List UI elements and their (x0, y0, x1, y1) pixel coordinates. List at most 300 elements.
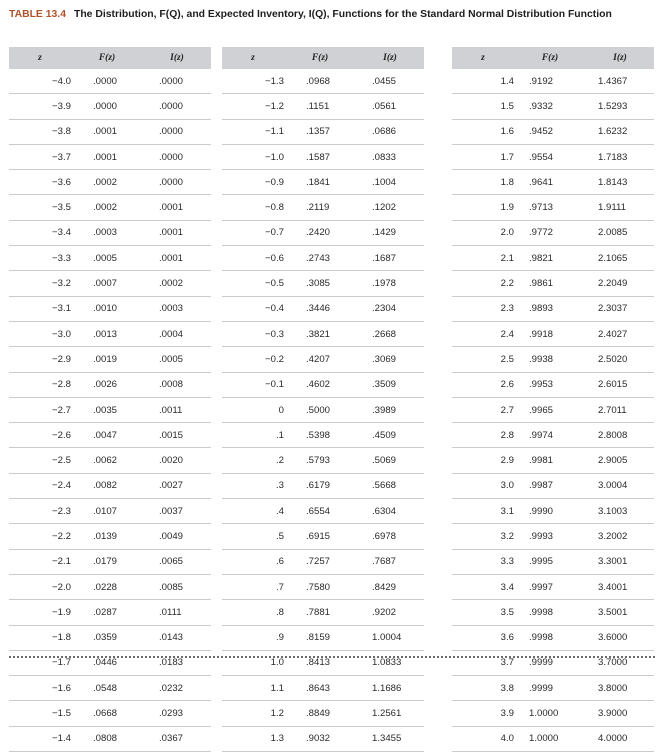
cell-z-value: 3.6 (500, 632, 514, 644)
cell-i-value: .3509 (372, 379, 397, 391)
table-row (9, 271, 211, 296)
cell-z-value: .8 (275, 606, 284, 618)
cell-i (356, 397, 424, 422)
cell-f-value: .0228 (93, 581, 118, 593)
cell-i (143, 473, 211, 498)
cell-z (222, 271, 284, 296)
cell-z-value: −2.1 (52, 556, 71, 568)
cell-z (452, 321, 514, 346)
cell-z-value: 2.6 (500, 379, 514, 391)
cell-f-value: .9554 (529, 151, 554, 163)
table-row (452, 195, 654, 220)
table-row (222, 69, 424, 94)
cell-i-value: 2.0085 (598, 227, 628, 239)
cell-f (514, 473, 586, 498)
cell-f (71, 246, 143, 271)
cell-f-value: .3085 (306, 278, 331, 290)
cell-z-value: 3.5 (500, 606, 514, 618)
cell-f (71, 600, 143, 625)
cell-i (586, 170, 654, 195)
cell-i (586, 524, 654, 549)
cell-z (222, 448, 284, 473)
cell-i (356, 650, 424, 675)
cell-i (586, 574, 654, 599)
table-row (452, 524, 654, 549)
table-row (452, 321, 654, 346)
cell-f-value: .9965 (529, 404, 554, 416)
cell-i (586, 701, 654, 726)
cell-i-value: 1.0004 (372, 632, 402, 644)
cell-f (71, 650, 143, 675)
cell-f (514, 119, 586, 144)
cell-f (284, 473, 356, 498)
cell-z (452, 69, 514, 94)
header-f: F(z) (71, 47, 143, 69)
cell-f (71, 625, 143, 650)
cell-f (71, 499, 143, 524)
cell-f (284, 549, 356, 574)
cell-f-value: .9999 (529, 657, 554, 669)
table-row (9, 726, 211, 751)
cell-z-value: .3 (275, 480, 284, 492)
table-row (452, 296, 654, 321)
cell-i (356, 271, 424, 296)
cell-f-value: .0001 (93, 126, 118, 138)
cell-i-value: .0833 (372, 151, 397, 163)
cell-i (143, 144, 211, 169)
table-row (222, 372, 424, 397)
cell-i-value: .0455 (372, 75, 397, 87)
cell-i (586, 473, 654, 498)
cell-f-value: 1.0000 (529, 733, 559, 745)
table-row (222, 170, 424, 195)
cell-f (284, 94, 356, 119)
cell-i-value: .0005 (159, 353, 184, 365)
cell-i (586, 397, 654, 422)
table-row (452, 625, 654, 650)
cell-f-value: .8413 (306, 657, 331, 669)
cell-z (222, 119, 284, 144)
cell-f (514, 499, 586, 524)
cell-i-value: .2668 (372, 328, 397, 340)
table-row (9, 473, 211, 498)
cell-z-value: 2.4 (500, 328, 514, 340)
cell-f-value: .9918 (529, 328, 554, 340)
cell-z-value: −3.6 (52, 176, 71, 188)
cell-z-value: −3.1 (52, 303, 71, 315)
cell-f (284, 144, 356, 169)
cell-f-value: .6554 (306, 505, 331, 517)
cell-f-value: .7881 (306, 606, 331, 618)
cell-f (71, 473, 143, 498)
cell-i-value: .1004 (372, 176, 397, 188)
cell-f-value: .9938 (529, 353, 554, 365)
cell-i (143, 321, 211, 346)
cell-i-value: .1202 (372, 202, 397, 214)
header-row (9, 47, 211, 69)
cell-z (9, 144, 71, 169)
cell-z (452, 524, 514, 549)
cell-z (222, 524, 284, 549)
cell-z-value: −0.5 (265, 278, 284, 290)
cell-z (9, 296, 71, 321)
cell-i-value: .4509 (372, 429, 397, 441)
cell-f (71, 347, 143, 372)
cell-z (452, 246, 514, 271)
table-row (452, 69, 654, 94)
cell-f-value: .2420 (306, 227, 331, 239)
cell-i-value: 2.8008 (598, 429, 628, 441)
cell-f-value: .0968 (306, 75, 331, 87)
cell-f-value: .9861 (529, 278, 554, 290)
cell-z-value: −3.5 (52, 202, 71, 214)
cell-f (284, 397, 356, 422)
cell-z (222, 246, 284, 271)
cell-f-value: .9641 (529, 176, 554, 188)
cell-i-value: .7687 (372, 556, 397, 568)
cell-z (222, 701, 284, 726)
cell-z (222, 726, 284, 751)
cell-i (143, 271, 211, 296)
cell-z-value: −2.4 (52, 480, 71, 492)
table-row (222, 499, 424, 524)
cell-f (514, 347, 586, 372)
cell-i-value: 1.7183 (598, 151, 628, 163)
cell-i (586, 321, 654, 346)
cell-i-value: .0561 (372, 100, 397, 112)
table-panel-2 (222, 47, 424, 752)
cell-i (586, 549, 654, 574)
cell-z (222, 170, 284, 195)
cell-f (514, 676, 586, 701)
cell-f (514, 397, 586, 422)
table-row (222, 271, 424, 296)
cell-f (71, 726, 143, 751)
cell-f (71, 170, 143, 195)
cell-f (71, 69, 143, 94)
dotted-rule (9, 656, 655, 658)
cell-i (356, 94, 424, 119)
cell-f-value: .9713 (529, 202, 554, 214)
cell-z-value: 2.9 (500, 455, 514, 467)
cell-z-value: −1.3 (265, 75, 284, 87)
cell-z-value: 2.2 (500, 278, 514, 290)
cell-z (9, 473, 71, 498)
cell-i-value: .9202 (372, 606, 397, 618)
cell-i (143, 574, 211, 599)
table-row (222, 549, 424, 574)
table-row (222, 220, 424, 245)
cell-z-value: .4 (275, 505, 284, 517)
cell-i-value: 3.6000 (598, 632, 628, 644)
cell-f (284, 625, 356, 650)
cell-z-value: 1.6 (500, 126, 514, 138)
cell-f (284, 296, 356, 321)
cell-z-value: 2.8 (500, 429, 514, 441)
table-row (9, 499, 211, 524)
cell-i (143, 448, 211, 473)
table-row (452, 676, 654, 701)
cell-i-value: .0065 (159, 556, 184, 568)
cell-z-value: −1.2 (265, 100, 284, 112)
cell-f-value: .9998 (529, 632, 554, 644)
cell-i-value: .8429 (372, 581, 397, 593)
table-row (222, 676, 424, 701)
cell-i (356, 701, 424, 726)
cell-f-value: .0007 (93, 278, 118, 290)
cell-i (586, 144, 654, 169)
cell-i (356, 499, 424, 524)
table-row (452, 170, 654, 195)
cell-f-value: .0013 (93, 328, 118, 340)
cell-i (586, 676, 654, 701)
cell-i-value: 2.4027 (598, 328, 628, 340)
cell-f (71, 423, 143, 448)
cell-i (356, 524, 424, 549)
cell-f (71, 94, 143, 119)
cell-i-value: .5668 (372, 480, 397, 492)
cell-f-value: .0010 (93, 303, 118, 315)
cell-z-value: −3.2 (52, 278, 71, 290)
cell-f (284, 524, 356, 549)
cell-f-value: .0001 (93, 151, 118, 163)
cell-f-value: .9452 (529, 126, 554, 138)
cell-f (514, 574, 586, 599)
cell-z (452, 726, 514, 751)
cell-f (514, 448, 586, 473)
cell-z-value: −2.2 (52, 530, 71, 542)
table-row (452, 94, 654, 119)
cell-i-value: .0085 (159, 581, 184, 593)
cell-i-value: .6304 (372, 505, 397, 517)
cell-f-value: .0002 (93, 202, 118, 214)
cell-z-value: 3.9 (500, 708, 514, 720)
cell-z-value: 1.9 (500, 202, 514, 214)
cell-f-value: .8643 (306, 682, 331, 694)
cell-i-value: .2304 (372, 303, 397, 315)
header-i: I(z) (143, 47, 211, 69)
table-row (9, 296, 211, 321)
cell-z (9, 170, 71, 195)
cell-i (586, 347, 654, 372)
table-row (452, 220, 654, 245)
cell-f (514, 372, 586, 397)
cell-f-value: .9032 (306, 733, 331, 745)
cell-z (9, 321, 71, 346)
cell-z-value: .5 (275, 530, 284, 542)
cell-i (143, 625, 211, 650)
cell-f (71, 549, 143, 574)
cell-f (284, 448, 356, 473)
cell-i (356, 321, 424, 346)
table-row (9, 170, 211, 195)
cell-i (356, 600, 424, 625)
cell-f (71, 321, 143, 346)
cell-i-value: .0367 (159, 733, 184, 745)
table-row (222, 347, 424, 372)
cell-i-value: .6978 (372, 530, 397, 542)
cell-z (9, 549, 71, 574)
cell-z-value: 1.7 (500, 151, 514, 163)
cell-i (143, 119, 211, 144)
cell-i (356, 347, 424, 372)
cell-z-value: 2.7 (500, 404, 514, 416)
table-row (222, 296, 424, 321)
cell-i-value: 2.6015 (598, 379, 628, 391)
table-row (222, 397, 424, 422)
cell-i-value: .5069 (372, 455, 397, 467)
cell-i-value: 3.1003 (598, 505, 628, 517)
cell-f-value: .2743 (306, 252, 331, 264)
cell-f (284, 321, 356, 346)
cell-i-value: 2.9005 (598, 455, 628, 467)
table-row (452, 701, 654, 726)
cell-i (356, 574, 424, 599)
cell-z-value: .7 (275, 581, 284, 593)
cell-z (222, 625, 284, 650)
cell-z (9, 625, 71, 650)
cell-i-value: 3.3001 (598, 556, 628, 568)
cell-z-value: −1.0 (265, 151, 284, 163)
cell-f (514, 69, 586, 94)
cell-z (222, 549, 284, 574)
table-row (452, 549, 654, 574)
cell-i-value: .0000 (159, 176, 184, 188)
cell-z-value: 2.3 (500, 303, 514, 315)
cell-f-value: .0139 (93, 530, 118, 542)
cell-f (284, 574, 356, 599)
cell-i-value: .0293 (159, 708, 184, 720)
cell-f-value: .9997 (529, 581, 554, 593)
cell-f (71, 119, 143, 144)
cell-z-value: .1 (275, 429, 284, 441)
cell-i-value: .3069 (372, 353, 397, 365)
table-row (452, 473, 654, 498)
cell-f (284, 423, 356, 448)
cell-z-value: −1.6 (52, 682, 71, 694)
cell-f (71, 574, 143, 599)
table-row (9, 347, 211, 372)
cell-z (452, 144, 514, 169)
cell-f (71, 676, 143, 701)
cell-i (143, 397, 211, 422)
cell-i-value: .0003 (159, 303, 184, 315)
cell-f (514, 726, 586, 751)
table-row (452, 246, 654, 271)
cell-i (356, 448, 424, 473)
cell-z (452, 170, 514, 195)
cell-i (143, 650, 211, 675)
cell-f-value: .5398 (306, 429, 331, 441)
cell-z (222, 574, 284, 599)
cell-f (514, 296, 586, 321)
cell-i (356, 676, 424, 701)
cell-f-value: .4602 (306, 379, 331, 391)
cell-z (9, 94, 71, 119)
cell-f (514, 625, 586, 650)
cell-i-value: .1978 (372, 278, 397, 290)
table-row (452, 347, 654, 372)
header-i: I(z) (586, 47, 654, 69)
cell-z (222, 94, 284, 119)
cell-i (586, 246, 654, 271)
table-row (222, 726, 424, 751)
cell-z-value: 0 (278, 404, 284, 416)
cell-i-value: .3989 (372, 404, 397, 416)
cell-z (222, 347, 284, 372)
cell-i (143, 701, 211, 726)
cell-z (222, 195, 284, 220)
cell-z-value: 3.7 (500, 657, 514, 669)
header-i: I(z) (356, 47, 424, 69)
cell-z-value: .9 (275, 632, 284, 644)
cell-f-value: .9821 (529, 252, 554, 264)
table-row (9, 246, 211, 271)
cell-z (452, 119, 514, 144)
cell-z-value: −2.8 (52, 379, 71, 391)
cell-z (9, 220, 71, 245)
cell-z-value: −0.6 (265, 252, 284, 264)
cell-z (222, 69, 284, 94)
header-z: z (452, 47, 514, 69)
cell-z-value: −2.6 (52, 429, 71, 441)
cell-z-value: −3.8 (52, 126, 71, 138)
cell-f (514, 650, 586, 675)
cell-f-value: .4207 (306, 353, 331, 365)
cell-f (284, 220, 356, 245)
cell-f-value: .8849 (306, 708, 331, 720)
cell-i-value: 1.6232 (598, 126, 628, 138)
cell-i-value: .0001 (159, 202, 184, 214)
table-row (452, 372, 654, 397)
cell-i (356, 296, 424, 321)
table-row (452, 600, 654, 625)
cell-i (356, 170, 424, 195)
cell-f (284, 676, 356, 701)
cell-i-value: 1.2561 (372, 708, 402, 720)
cell-i-value: 3.7000 (598, 657, 628, 669)
table-row (452, 499, 654, 524)
cell-f-value: .0446 (93, 657, 118, 669)
cell-i (143, 246, 211, 271)
cell-f-value: .3446 (306, 303, 331, 315)
cell-i-value: 1.4367 (598, 75, 628, 87)
table-row (452, 397, 654, 422)
cell-f (514, 144, 586, 169)
cell-f-value: .0062 (93, 455, 118, 467)
cell-i-value: 1.9111 (598, 202, 626, 214)
cell-z (222, 423, 284, 448)
table-row (452, 119, 654, 144)
header-f: F(z) (514, 47, 586, 69)
cell-z-value: −3.7 (52, 151, 71, 163)
cell-z-value: −3.4 (52, 227, 71, 239)
cell-z (452, 701, 514, 726)
cell-f (71, 397, 143, 422)
cell-z (9, 574, 71, 599)
cell-f-value: .0047 (93, 429, 118, 441)
cell-z-value: 3.0 (500, 480, 514, 492)
cell-i-value: .0011 (159, 404, 183, 416)
cell-i (143, 347, 211, 372)
cell-z (9, 246, 71, 271)
cell-z (222, 600, 284, 625)
cell-f-value: .1357 (306, 126, 331, 138)
cell-z (222, 372, 284, 397)
cell-i (356, 246, 424, 271)
table-row (222, 650, 424, 675)
table-row (222, 524, 424, 549)
